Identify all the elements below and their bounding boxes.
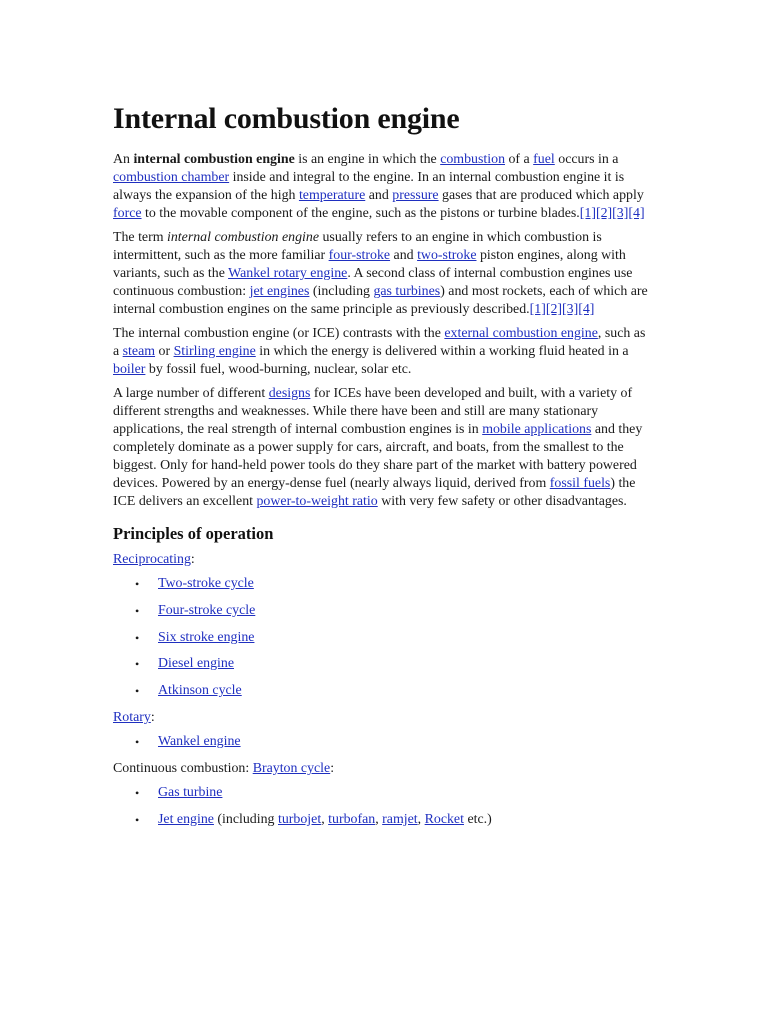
link-reciprocating[interactable]: Reciprocating: [113, 552, 191, 567]
text: :: [150, 710, 155, 726]
bullet-icon: •: [135, 630, 140, 645]
list-item: [113, 655, 653, 673]
link-stirling-engine[interactable]: Stirling engine: [173, 344, 256, 359]
italic-term: internal combustion engine: [167, 230, 320, 245]
rotary-label-line: [113, 709, 653, 727]
text: (including: [213, 811, 278, 827]
text: (including: [309, 284, 374, 299]
text: . A second class of internal combustion engines use continuous combustion:: [113, 266, 633, 299]
link-external-combustion-engine[interactable]: external combustion engine: [444, 326, 598, 341]
text: ) the ICE delivers an excellent: [113, 476, 636, 509]
reciprocating-label-line: [113, 551, 653, 569]
list-item: [113, 602, 653, 620]
text: for ICEs have been developed and built, with a variety of different strengths and weaknesses. While there have been and still are many stationary applications, the real strength of internal combustion engines is in: [113, 386, 633, 437]
bullet-icon: •: [135, 603, 140, 618]
text: and they completely dominate as a power supply for cars, aircraft, and boats, from the smallest to the biggest. Only for hand-held power tools do they share part of the market with battery powered devices. Powered by an energy-dense fuel (nearly always liquid, derived from: [113, 422, 643, 491]
list-item: [113, 575, 653, 593]
link-fossil-fuels[interactable]: fossil fuels: [549, 476, 611, 491]
link-four-stroke-cycle[interactable]: Four-stroke cycle: [158, 602, 256, 618]
text: of a: [505, 152, 534, 167]
ref-link[interactable]: [2]: [595, 206, 613, 221]
text: or: [155, 344, 174, 359]
link-diesel-engine[interactable]: Diesel engine: [158, 656, 234, 672]
link-pressure[interactable]: pressure: [392, 188, 439, 203]
continuous-label-line: [113, 760, 653, 778]
text: piston engines, along with variants, such as the: [113, 248, 626, 281]
bullet-icon: •: [135, 684, 140, 699]
link-designs[interactable]: designs: [268, 386, 311, 401]
text: The internal combustion engine (or ICE) contrasts with the: [113, 326, 445, 341]
article-body: [113, 100, 653, 838]
bullet-icon: •: [135, 657, 140, 672]
list-item: [113, 682, 653, 700]
text: The term: [113, 230, 167, 245]
ref-link[interactable]: [1]: [579, 206, 596, 221]
link-turbojet[interactable]: turbojet: [277, 811, 322, 827]
link-force[interactable]: force: [113, 206, 142, 221]
list-item: [113, 733, 653, 751]
link-mobile-applications[interactable]: mobile applications: [482, 422, 592, 437]
bullet-icon: •: [135, 812, 140, 827]
link-combustion[interactable]: combustion: [440, 152, 506, 167]
intro-paragraph: [113, 151, 653, 223]
text: , such as a: [113, 326, 646, 359]
link-gas-turbine[interactable]: Gas turbine: [158, 785, 223, 801]
ref-link[interactable]: [4]: [628, 206, 645, 221]
text: Continuous combustion:: [113, 761, 253, 777]
list-item: [113, 811, 653, 829]
section-heading-principles: Principles of operation: [113, 524, 274, 543]
rotary-list: [113, 733, 653, 751]
text: A large number of different: [113, 386, 269, 401]
text: ,: [417, 811, 425, 827]
term-paragraph: [113, 229, 653, 319]
text: usually refers to an engine in which combustion is intermittent, such as the more familiar: [113, 230, 602, 263]
reciprocating-list: [113, 575, 653, 700]
link-gas-turbines[interactable]: gas turbines: [373, 284, 441, 299]
bullet-icon: •: [135, 577, 140, 591]
text: An: [113, 152, 134, 167]
bold-term: internal combustion engine: [133, 152, 295, 167]
link-atkinson-cycle[interactable]: Atkinson cycle: [158, 683, 242, 699]
ref-link[interactable]: [4]: [578, 302, 595, 317]
text: :: [190, 552, 195, 567]
link-rotary[interactable]: Rotary: [113, 710, 151, 726]
link-two-stroke[interactable]: two-stroke: [417, 248, 477, 263]
text: inside and integral to the engine. In an internal combustion engine it is always the expansion of the high: [113, 170, 625, 203]
link-steam[interactable]: steam: [122, 344, 156, 359]
text: in which the energy is delivered within a working fluid heated in a: [255, 344, 629, 359]
text: ,: [321, 811, 329, 827]
bullet-icon: •: [135, 786, 140, 801]
link-six-stroke-engine[interactable]: Six stroke engine: [158, 629, 255, 645]
text: is an engine in which the: [294, 152, 441, 167]
link-two-stroke-cycle[interactable]: Two-stroke cycle: [158, 576, 254, 591]
link-turbofan[interactable]: turbofan: [328, 811, 376, 827]
bullet-icon: •: [135, 735, 140, 750]
text: and: [390, 248, 418, 263]
link-jet-engine[interactable]: Jet engine: [158, 811, 214, 827]
continuous-list: [113, 784, 653, 829]
ref-link[interactable]: [3]: [612, 206, 629, 221]
ref-link[interactable]: [3]: [562, 302, 579, 317]
contrast-paragraph: [113, 325, 653, 379]
text: :: [330, 761, 335, 777]
link-combustion-chamber[interactable]: combustion chamber: [113, 170, 230, 185]
link-rocket[interactable]: Rocket: [424, 811, 464, 827]
text: gases that are produced which apply: [438, 188, 644, 203]
link-temperature[interactable]: temperature: [298, 188, 366, 203]
link-jet-engines[interactable]: jet engines: [249, 284, 310, 299]
page-title: Internal combustion engine: [113, 102, 460, 135]
text: to the movable component of the engine, such as the pistons or turbine blades.: [141, 206, 580, 221]
text: etc.): [463, 811, 492, 827]
link-four-stroke[interactable]: four-stroke: [328, 248, 391, 263]
text: ) and most rockets, each of which are internal combustion engines on the same principle as previously described.: [113, 284, 648, 317]
ref-link[interactable]: [2]: [545, 302, 563, 317]
link-brayton-cycle[interactable]: Brayton cycle: [252, 761, 331, 777]
text: with very few safety or other disadvantages.: [377, 494, 627, 509]
link-wankel-rotary-engine[interactable]: Wankel rotary engine: [228, 266, 348, 281]
text: by fossil fuel, wood-burning, nuclear, solar etc.: [145, 362, 412, 377]
link-fuel[interactable]: fuel: [533, 152, 555, 167]
list-item: [113, 784, 653, 802]
ref-link[interactable]: [1]: [529, 302, 546, 317]
link-power-to-weight-ratio[interactable]: power-to-weight ratio: [256, 494, 378, 509]
list-item: [113, 629, 653, 647]
applications-paragraph: [113, 385, 653, 511]
link-boiler[interactable]: boiler: [113, 362, 146, 377]
link-wankel-engine[interactable]: Wankel engine: [158, 734, 241, 750]
text: occurs in a: [554, 152, 619, 167]
link-ramjet[interactable]: ramjet: [382, 811, 418, 827]
text: ,: [375, 811, 383, 827]
text: and: [365, 188, 393, 203]
